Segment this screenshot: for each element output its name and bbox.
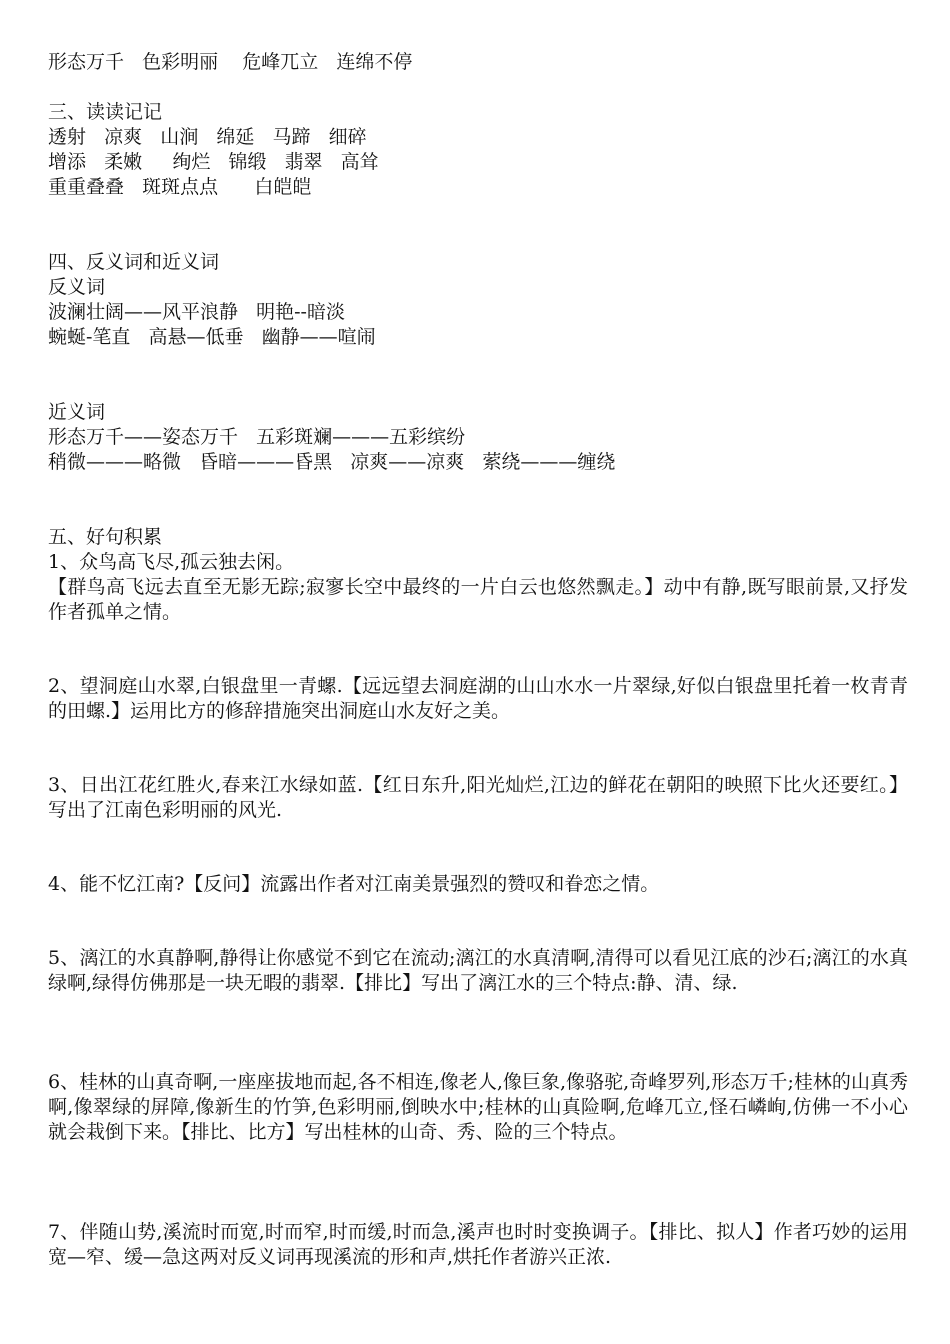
antonyms-label: 反义词 [48, 276, 106, 298]
sentence-4: 4、能不忆江南?【反问】流露出作者对江南美景强烈的赞叹和眷恋之情。 [48, 873, 660, 895]
top-line: 形态万千 色彩明丽 危峰兀立 连绵不停 [48, 51, 413, 73]
section-3-row: 透射 凉爽 山涧 绵延 马蹄 细碎 [48, 126, 367, 148]
sentence-1: 1、众鸟高飞尽,孤云独去闲。 [48, 551, 295, 573]
synonym-row: 稍微———略微 昏暗———昏黑 凉爽——凉爽 萦绕———缠绕 [48, 451, 616, 473]
section-3-row: 增添 柔嫩 绚烂 锦缎 翡翠 高耸 [48, 151, 379, 173]
sentence-5: 5、漓江的水真静啊,静得让你感觉不到它在流动;漓江的水真清啊,清得可以看见江底的沙石;漓江的水真绿啊,绿得仿佛那是一块无暇的翡翠.【排比】写出了漓江水的三个特点:静、清、绿. [48, 947, 908, 994]
sentence-1-explanation: 【群鸟高飞远去直至无影无踪;寂寥长空中最终的一片白云也悠然飘走。】动中有静,既写眼前景,又抒发作者孤单之情。 [48, 576, 908, 623]
antonym-row: 蜿蜒-笔直 高悬—低垂 幽静——喧闹 [48, 326, 376, 348]
sentence-6: 6、桂林的山真奇啊,一座座拔地而起,各不相连,像老人,像巨象,像骆驼,奇峰罗列,形态万千;桂林的山真秀啊,像翠绿的屏障,像新生的竹笋,色彩明丽,倒映水中;桂林的山真险啊,危峰兀立,怪石嶙峋,仿佛一不小心就会栽倒下来。【排比、比方】写出桂林的山奇、秀、险的三个特点。 [48, 1071, 908, 1143]
section-3-row: 重重叠叠 斑斑点点 白皑皑 [48, 176, 312, 198]
section-4-heading: 四、反义词和近义词 [48, 251, 220, 273]
section-3-heading: 三、读读记记 [48, 101, 163, 123]
sentence-7: 7、伴随山势,溪流时而宽,时而窄,时而缓,时而急,溪声也时时变换调子。【排比、拟人】作者巧妙的运用宽—窄、缓—急这两对反义词再现溪流的形和声,烘托作者游兴正浓. [48, 1221, 908, 1268]
section-5-heading: 五、好句积累 [48, 526, 163, 548]
synonym-row: 形态万千——姿态万千 五彩斑斓———五彩缤纷 [48, 426, 466, 448]
synonyms-label: 近义词 [48, 401, 106, 423]
antonym-row: 波澜壮阔——风平浪静 明艳--暗淡 [48, 301, 345, 323]
sentence-2: 2、望洞庭山水翠,白银盘里一青螺.【远远望去洞庭湖的山山水水一片翠绿,好似白银盘里托着一枚青青的田螺.】运用比方的修辞措施突出洞庭山水友好之美。 [48, 675, 908, 722]
sentence-3: 3、日出江花红胜火,春来江水绿如蓝.【红日东升,阳光灿烂,江边的鲜花在朝阳的映照下比火还要红。】写出了江南色彩明丽的风光. [48, 774, 908, 821]
